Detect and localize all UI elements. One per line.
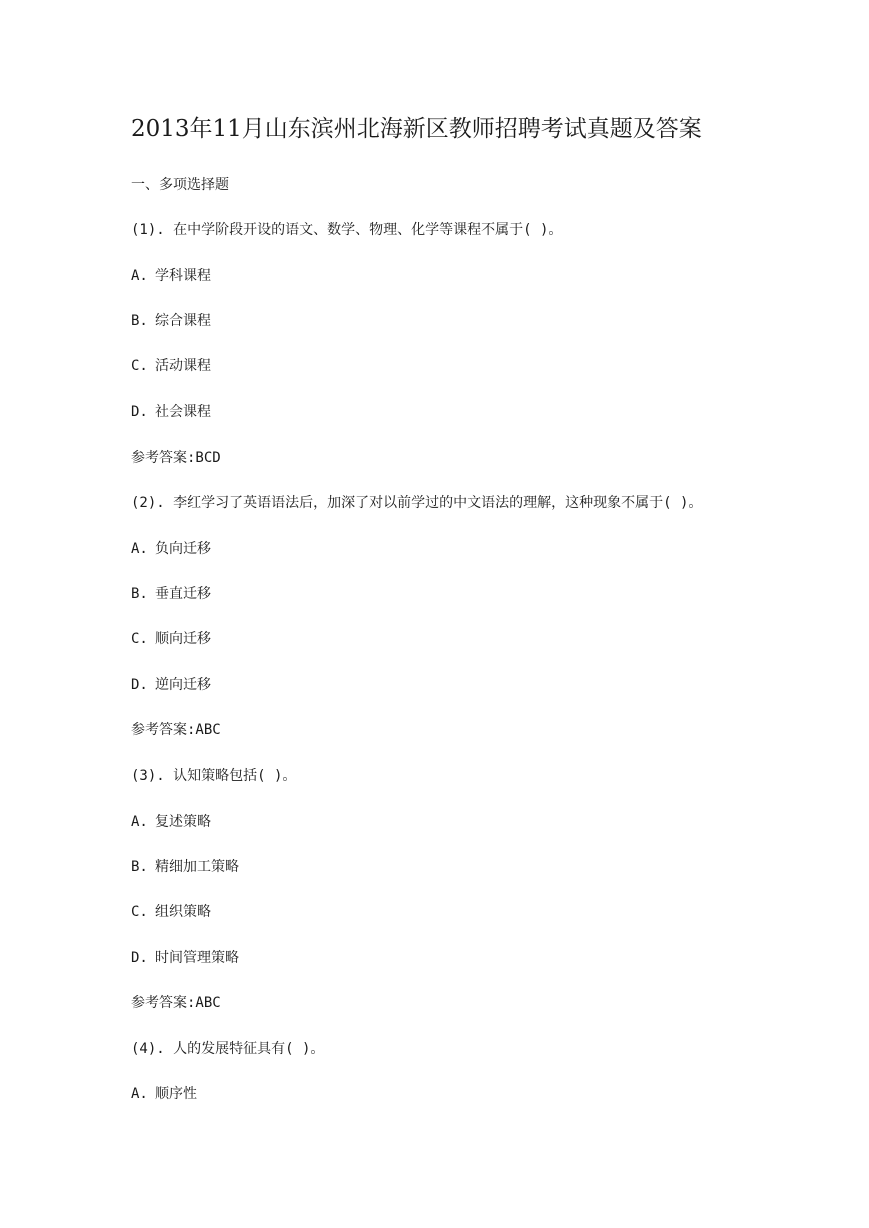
question-1-stem: (1). 在中学阶段开设的语文、数学、物理、化学等课程不属于( )。: [131, 222, 563, 238]
question-3-option-d: [131, 948, 239, 968]
option-text: 组织策略: [155, 904, 211, 920]
question-2-option-c: [131, 629, 211, 649]
option-letter: C.: [131, 904, 148, 920]
option-letter: A.: [131, 814, 148, 830]
option-text: 学科课程: [155, 268, 211, 284]
option-letter: D.: [131, 404, 148, 420]
question-1-answer: 参考答案:BCD: [131, 450, 221, 466]
question-3-option-b: [131, 857, 239, 877]
option-letter: A.: [131, 268, 148, 284]
question-3-stem: (3). 认知策略包括( )。: [131, 768, 297, 784]
question-3-option-c: [131, 902, 211, 922]
option-text: 综合课程: [155, 313, 211, 329]
option-letter: C.: [131, 358, 148, 374]
option-letter: B.: [131, 586, 148, 602]
question-2-option-a: [131, 539, 211, 559]
option-text: 复述策略: [155, 814, 211, 830]
question-1-option-b: [131, 311, 211, 331]
question-2-stem: (2). 李红学习了英语语法后，加深了对以前学过的中文语法的理解，这种现象不属于( )。: [131, 495, 703, 511]
option-text: 垂直迁移: [155, 586, 211, 602]
question-4-option-a: [131, 1084, 197, 1104]
question-1-option-d: [131, 402, 211, 422]
option-text: 精细加工策略: [155, 859, 239, 875]
option-letter: D.: [131, 950, 148, 966]
question-3-answer: 参考答案:ABC: [131, 995, 221, 1011]
option-letter: B.: [131, 313, 148, 329]
option-text: 顺向迁移: [155, 631, 211, 647]
option-letter: A.: [131, 1086, 148, 1102]
question-4-stem: (4). 人的发展特征具有( )。: [131, 1041, 325, 1057]
option-text: 社会课程: [155, 404, 211, 420]
question-2-answer: 参考答案:ABC: [131, 722, 221, 738]
question-1-option-a: [131, 266, 211, 286]
option-letter: D.: [131, 677, 148, 693]
document-title: 2013年11月山东滨州北海新区教师招聘考试真题及答案: [131, 116, 702, 142]
question-1-option-c: [131, 356, 211, 376]
option-letter: B.: [131, 859, 148, 875]
option-text: 时间管理策略: [155, 950, 239, 966]
question-3-option-a: [131, 812, 211, 832]
option-text: 逆向迁移: [155, 677, 211, 693]
option-text: 顺序性: [155, 1086, 197, 1102]
option-letter: A.: [131, 541, 148, 557]
option-text: 活动课程: [155, 358, 211, 374]
option-text: 负向迁移: [155, 541, 211, 557]
question-2-option-b: [131, 584, 211, 604]
option-letter: C.: [131, 631, 148, 647]
section-heading: 一、多项选择题: [131, 177, 229, 193]
question-2-option-d: [131, 675, 211, 695]
